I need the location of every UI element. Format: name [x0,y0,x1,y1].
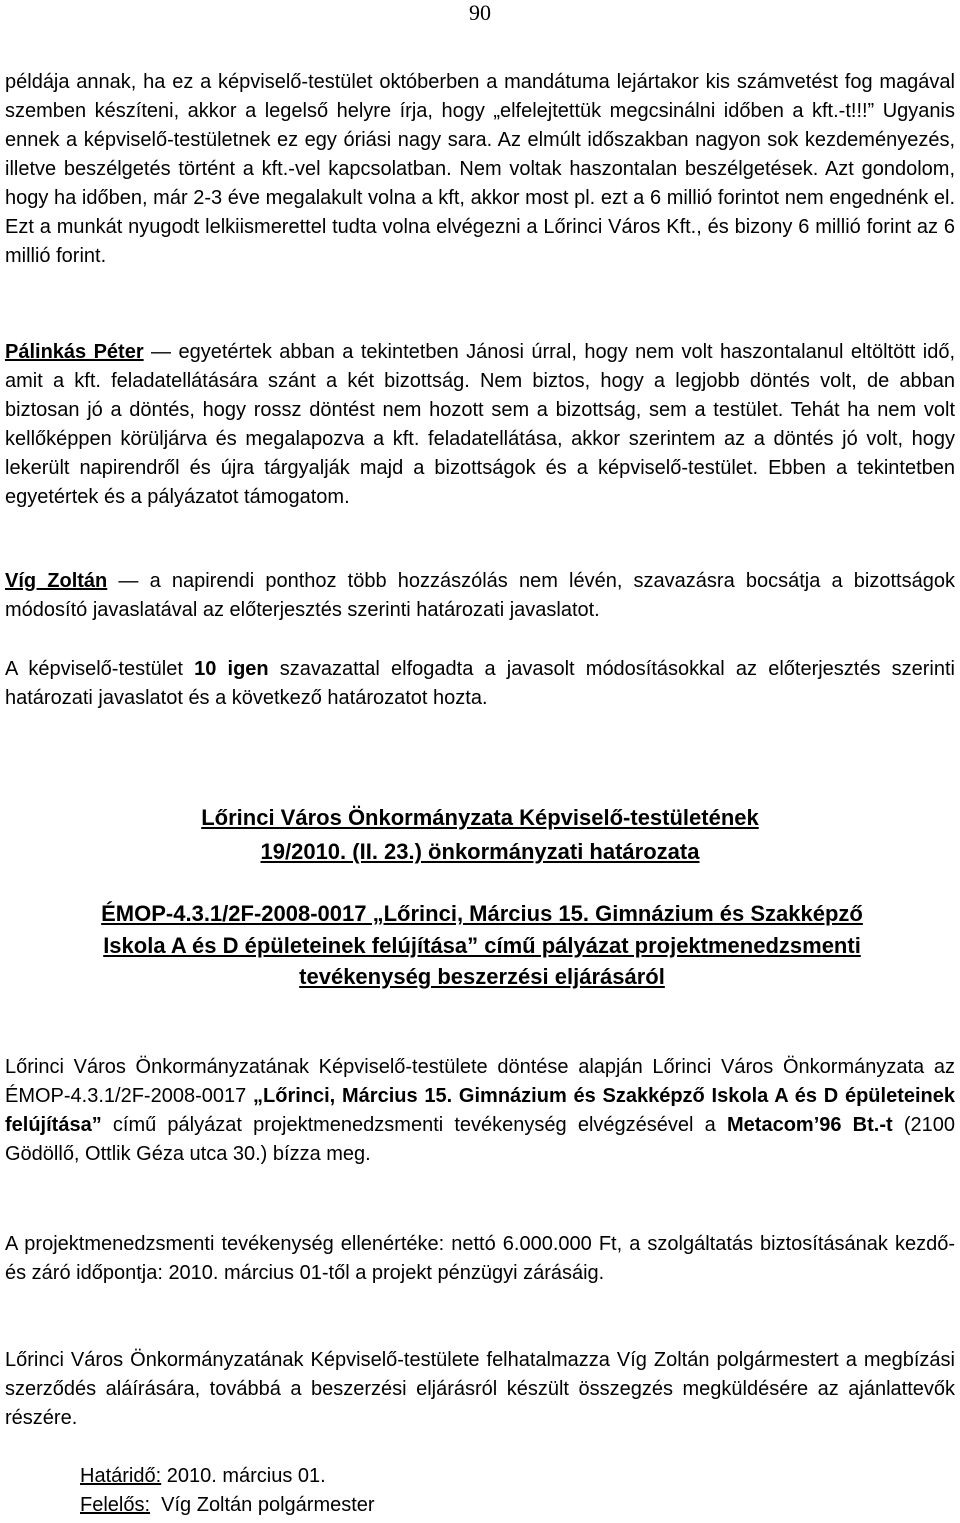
resolution-subject-line-2: Iskola A és D épületeinek felújítása” című pályázat projektmenedzsmenti [103,933,861,958]
resolution-subject-line-3: tevékenység beszerzési eljárásáról [299,964,665,989]
paragraph-5-part-1: Lőrinci Város Önkormányzatának Képviselő-testülete döntése alapján Lőrinci Város Önkormányzata az ÉMOP-4.3.1/2F-2008-0017 [5,1056,955,1107]
contractor-name: Metacom’96 Bt.-t [727,1114,893,1136]
paragraph-7 [5,1346,955,1433]
deadline-label: Határidő: [80,1465,162,1487]
paragraph-2-text: — egyetértek abban a tekintetben Jánosi úrral, hogy nem volt haszontalanul eltöltött idő, amit a kft. feladatellátására szánt a két bizottság. Nem biztos, hogy a legjobb döntés volt, de abban biztosan jó a döntés, hogy rossz döntést nem hozott sem a bizottság, sem a testület. Tehát ha nem volt kellőképpen körüljárva és megalapozva a kft. feladatellátása, akkor szerintem az a döntés jó volt, hogy lekerült napirendről és újra tárgyalják majd a bizottságok és a képviselő-testület. Ebben a tekintetben egyetértek és a pályázatot támogatom. [5,341,956,508]
paragraph-6-text: A projektmenedzsmenti tevékenység ellenértéke: nettó 6.000.000 Ft, a szolgáltatás biztosításának kezdő- és záró időpontja: 2010. március 01-től a projekt pénzügyi zárásáig. [5,1233,955,1284]
paragraph-7-text: Lőrinci Város Önkormányzatának Képviselő-testülete felhatalmazza Víg Zoltán polgármestert a megbízási szerződés aláírására, továbbá a beszerzési eljárásról készült összegzés megküldésére az ajánlattevők részére. [5,1349,955,1429]
deadline-value: 2010. március 01. [161,1465,326,1487]
page-number: 90 [469,0,491,25]
paragraph-1-text: példája annak, ha ez a képviselő-testület októberben a mandátuma lejártakor kis számvetést fog magával szemben készíteni, akkor a legelső helyre írja, hogy „elfelejtettük megcsinálni időben a kft.-t!!!” Ugyanis ennek a képviselő-testületnek ez egy óriási nagy sara. Az elmúlt időszakban nagyon sok kezdeményezés, illetve beszélgetés történt a kft.-vel kapcsolatban. Nem voltak haszontalan beszélgetések. Azt gondolom, hogy ha időben, már 2-3 éve megalakult volna a kft, akkor most pl. ezt a 6 millió forintot nem engednénk el. Ezt a munkát nyugodt lelkiismerettel tudta volna elvégezni a Lőrinci Város Kft., és bizony 6 millió forint az 6 millió forint. [5,71,955,267]
paragraph-5 [5,1053,955,1169]
paragraph-5-part-3: (2100 Gödöllő, Ottlik Géza utca 30.) bízza meg. [5,1114,956,1165]
vote-text-before: A képviselő-testület [5,658,195,680]
resolution-title-line-1: Lőrinci Város Önkormányzata Képviselő-testületének [201,805,759,830]
resolution-title-line-2: 19/2010. (II. 23.) önkormányzati határozata [260,839,700,864]
resolution-subject-line-1: ÉMOP-4.3.1/2F-2008-0017 „Lőrinci, Március 15. Gimnázium és Szakképző [101,901,863,926]
paragraph-3 [5,567,955,625]
paragraph-1 [5,68,955,271]
project-name: „Lőrinci, Március 15. Gimnázium és Szakképző Iskola A és D épületeinek felújítása” [5,1085,956,1136]
paragraph-4 [5,655,955,713]
vote-count: 10 igen [194,658,269,680]
paragraph-5-part-2: című pályázat projektmenedzsmenti tevékenység elvégzésével a [101,1114,727,1136]
responsible-label: Felelős: [80,1494,151,1516]
responsible-line [80,1491,375,1519]
paragraph-3-text: — a napirendi ponthoz több hozzászólás nem lévén, szavazásra bocsátja a bizottságok módosító javaslatával az előterjesztés szerinti határozati javaslatot. [5,570,955,621]
speaker-name: Víg Zoltán [5,570,108,592]
paragraph-2 [5,338,955,512]
deadline-line [80,1462,326,1490]
speaker-name: Pálinkás Péter [5,341,144,363]
responsible-value: Víg Zoltán polgármester [150,1494,375,1516]
vote-text-after: szavazattal elfogadta a javasolt módosításokkal az előterjesztés szerinti határozati javaslatot és a következő határozatot hozta. [5,658,955,709]
paragraph-6 [5,1230,955,1288]
